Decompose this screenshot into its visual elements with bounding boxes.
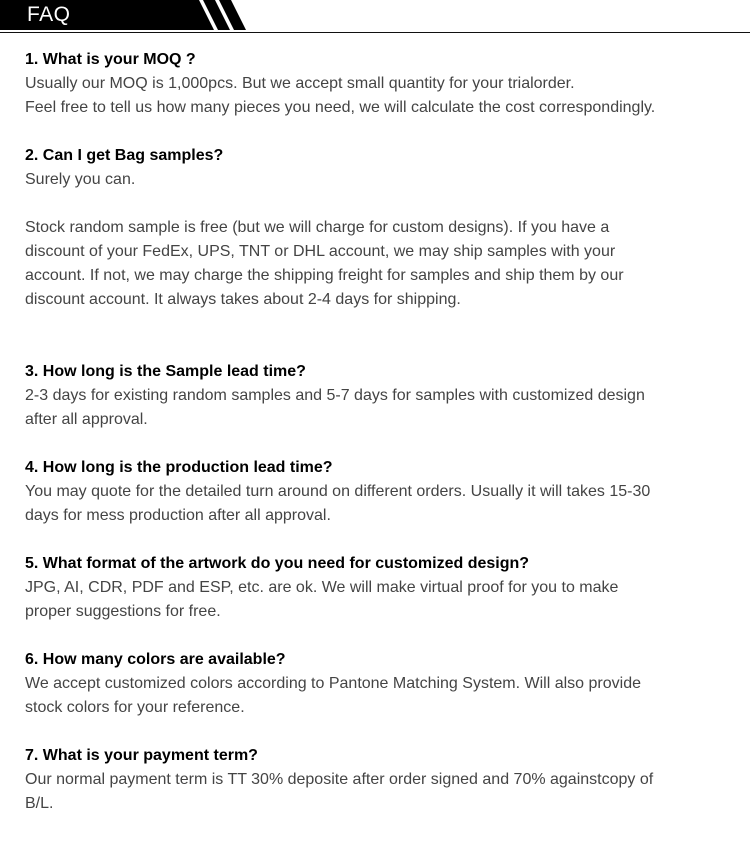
answer-line: Feel free to tell us how many pieces you need, we will calculate the cost correspondingly. — [25, 99, 656, 116]
answer-line: Our normal payment term is TT 30% deposite after order signed and 70% againstcopy of — [25, 771, 654, 788]
answer-line: B/L. — [25, 795, 54, 812]
faq-item-payment-term — [25, 744, 730, 816]
faq-header — [0, 0, 750, 34]
answer-line: discount of your FedEx, UPS, TNT or DHL account, we may ship samples with your — [25, 243, 616, 260]
faq-item-samples — [25, 144, 730, 312]
answer-line: days for mess production after all approval. — [25, 507, 331, 524]
faq-question: 3. How long is the Sample lead time? — [25, 363, 306, 380]
answer-line: after all approval. — [25, 411, 148, 428]
answer-line: JPG, AI, CDR, PDF and ESP, etc. are ok. We will make virtual proof for you to make — [25, 579, 619, 596]
answer-line: account. If not, we may charge the shipping freight for samples and ship them by our — [25, 267, 624, 284]
faq-item-artwork-format — [25, 552, 730, 624]
answer-line: You may quote for the detailed turn around on different orders. Usually it will takes 15-30 — [25, 483, 651, 500]
faq-question: 4. How long is the production lead time? — [25, 459, 333, 476]
faq-answer — [25, 672, 730, 720]
answer-line: We accept customized colors according to Pantone Matching System. Will also provide — [25, 675, 641, 692]
faq-answer — [25, 72, 730, 120]
faq-answer — [25, 168, 730, 312]
faq-answer — [25, 384, 730, 432]
faq-question: 1. What is your MOQ ? — [25, 51, 196, 68]
faq-answer — [25, 768, 730, 816]
faq-item-moq — [25, 48, 730, 120]
answer-line: Stock random sample is free (but we will charge for custom designs). If you have a — [25, 219, 610, 236]
faq-item-colors — [25, 648, 730, 720]
faq-answer — [25, 480, 730, 528]
faq-question: 7. What is your payment term? — [25, 747, 258, 764]
faq-answer — [25, 576, 730, 624]
faq-list — [25, 48, 730, 816]
answer-line: proper suggestions for free. — [25, 603, 221, 620]
answer-line: 2-3 days for existing random samples and 5-7 days for samples with customized design — [25, 387, 645, 404]
faq-item-sample-lead-time — [25, 360, 730, 432]
header-banner-graphic — [0, 0, 750, 34]
answer-line: Usually our MOQ is 1,000pcs. But we accept small quantity for your trialorder. — [25, 75, 575, 92]
answer-line: stock colors for your reference. — [25, 699, 245, 716]
answer-line: Surely you can. — [25, 171, 136, 188]
faq-question: 2. Can I get Bag samples? — [25, 147, 224, 164]
faq-item-production-lead-time — [25, 456, 730, 528]
page-title: FAQ — [27, 3, 71, 26]
answer-line: discount account. It always takes about 2-4 days for shipping. — [25, 291, 461, 308]
faq-question: 6. How many colors are available? — [25, 651, 286, 668]
faq-question: 5. What format of the artwork do you need for customized design? — [25, 555, 530, 572]
